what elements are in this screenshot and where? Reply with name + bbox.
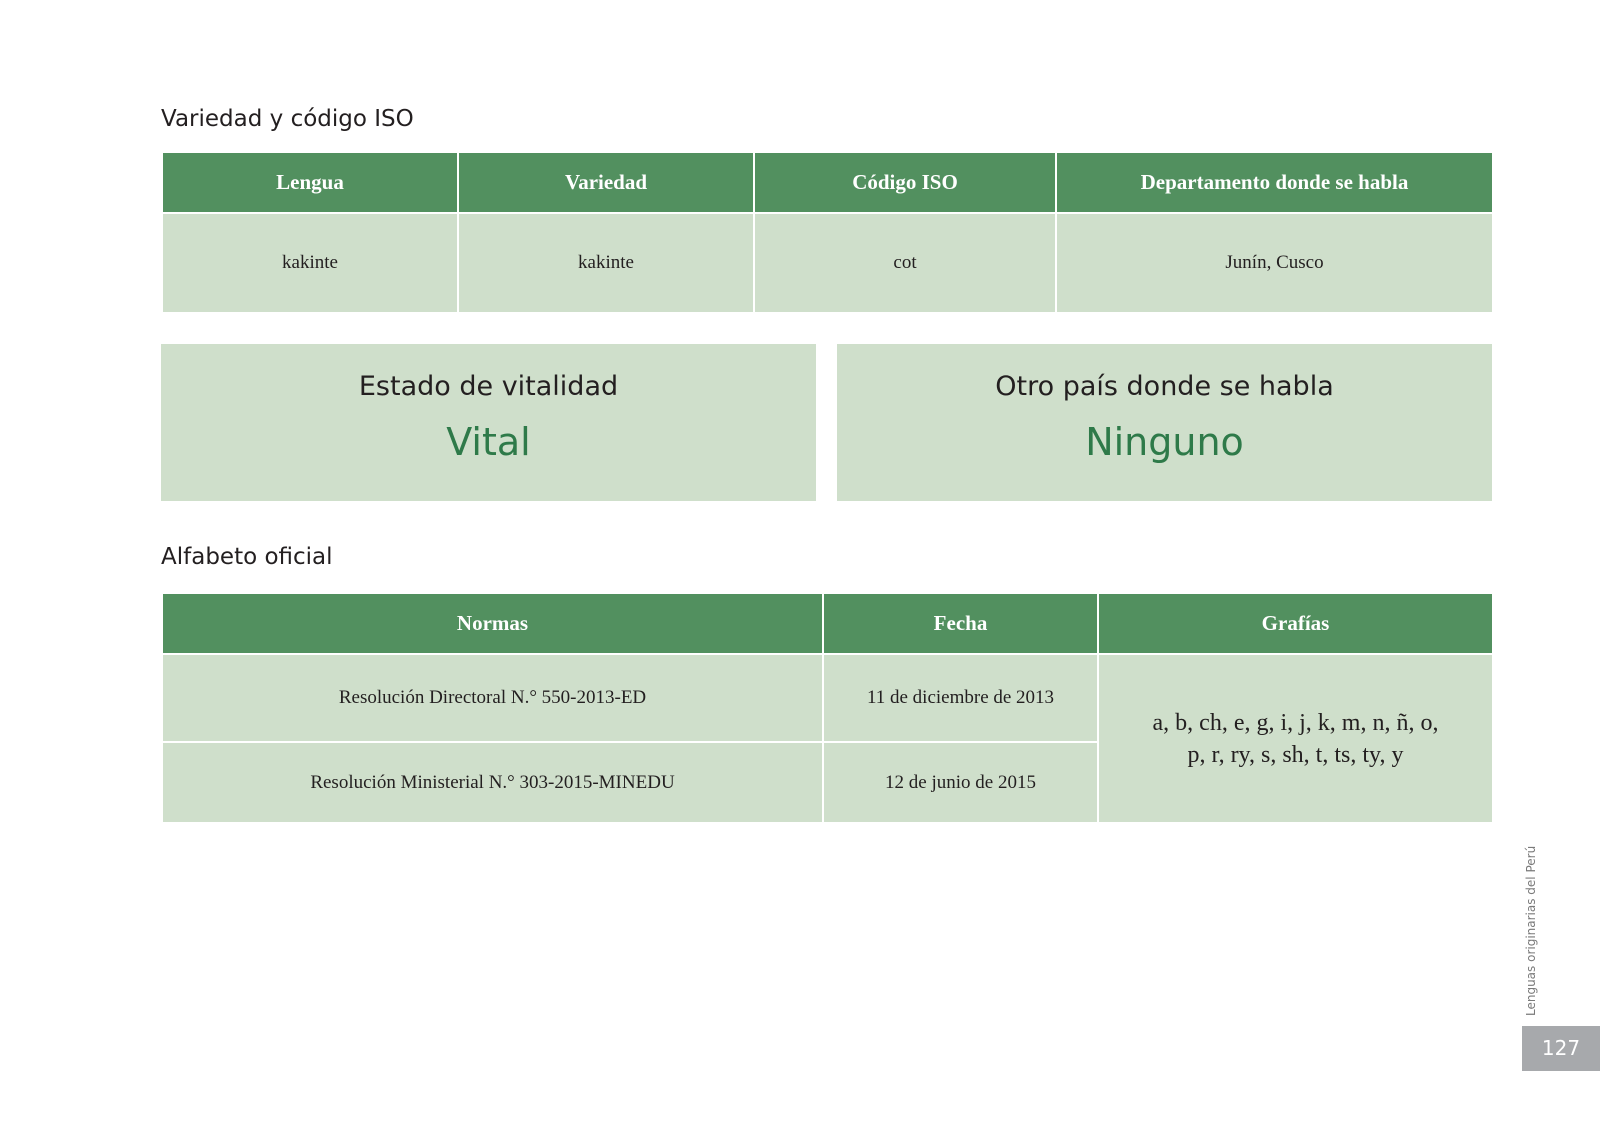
cell-fecha: 11 de diciembre de 2013 <box>823 654 1098 742</box>
cell-fecha: 12 de junio de 2015 <box>823 742 1098 823</box>
alfabeto-section-title: Alfabeto oficial <box>161 544 333 570</box>
alfabeto-table <box>161 592 1494 824</box>
cell-codigo-iso: cot <box>754 213 1056 313</box>
header-fecha: Fecha <box>823 593 1098 654</box>
cell-variedad: kakinte <box>458 213 754 313</box>
header-normas: Normas <box>162 593 823 654</box>
vitalidad-label: Estado de vitalidad <box>358 371 619 402</box>
page-number: 127 <box>1522 1026 1600 1071</box>
otro-pais-value: Ninguno <box>1085 420 1244 464</box>
side-running-title: Lenguas originarias del Perú <box>1524 845 1538 1016</box>
iso-table <box>161 151 1494 314</box>
vitalidad-box <box>161 344 816 501</box>
header-departamento: Departamento donde se habla <box>1056 152 1493 213</box>
otro-pais-label: Otro país donde se habla <box>995 371 1334 402</box>
header-lengua: Lengua <box>162 152 458 213</box>
table-row <box>162 213 1493 313</box>
header-variedad: Variedad <box>458 152 754 213</box>
table-row <box>162 654 1493 742</box>
header-grafias: Grafías <box>1098 593 1493 654</box>
cell-grafias <box>1098 654 1493 823</box>
grafias-line-1: a, b, ch, e, g, i, j, k, m, n, ñ, o, <box>1152 709 1439 736</box>
cell-norma: Resolución Directoral N.° 550-2013-ED <box>162 654 823 742</box>
iso-table-header-row <box>162 152 1493 213</box>
vitalidad-value: Vital <box>446 420 531 464</box>
grafias-line-2: p, r, ry, s, sh, t, ts, ty, y <box>1187 741 1404 768</box>
header-codigo-iso: Código ISO <box>754 152 1056 213</box>
cell-lengua: kakinte <box>162 213 458 313</box>
iso-section-title: Variedad y código ISO <box>161 106 414 132</box>
cell-norma: Resolución Ministerial N.° 303-2015-MINEDU <box>162 742 823 823</box>
cell-departamento: Junín, Cusco <box>1056 213 1493 313</box>
alfabeto-table-header-row <box>162 593 1493 654</box>
otro-pais-box <box>837 344 1492 501</box>
